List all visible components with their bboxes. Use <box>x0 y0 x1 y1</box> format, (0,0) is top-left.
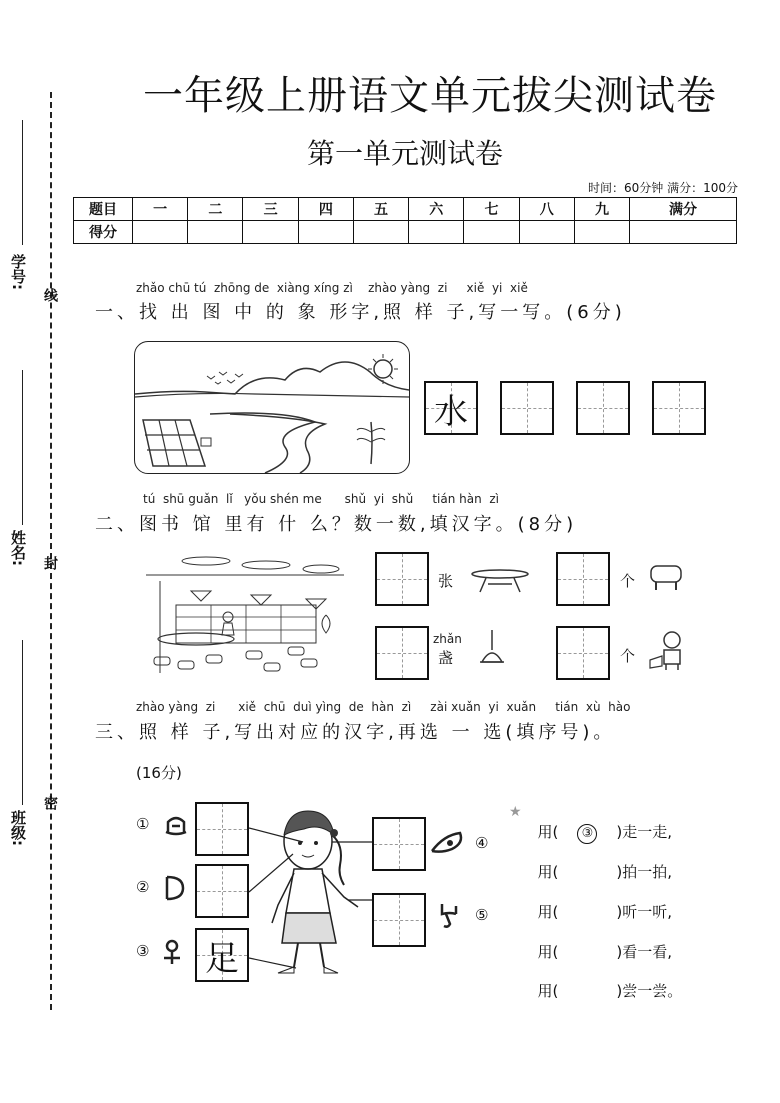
q2-answer-box-stool[interactable] <box>556 552 610 606</box>
choice-prefix: 用( <box>537 823 559 841</box>
q3-label-2: ② <box>136 878 150 896</box>
stool-icon <box>648 563 684 597</box>
q2-measure-ge-2: 个 <box>620 647 636 665</box>
q3-label-5: ⑤ <box>475 906 489 924</box>
q3-answer-box-2[interactable] <box>195 864 249 918</box>
choice-prefix: 用( <box>537 982 559 1000</box>
ancient-foot-icon <box>160 938 186 972</box>
lamp-icon <box>478 630 506 676</box>
q2-library-picture <box>146 555 344 677</box>
seal-mark: 封 <box>42 556 58 570</box>
star-icon: ★ <box>509 804 522 820</box>
q2-answer-box-lamp[interactable] <box>375 626 429 680</box>
q3-answer-box-1[interactable] <box>195 802 249 856</box>
score-header-cell: 六 <box>409 198 464 221</box>
name-label: 姓名: <box>9 530 27 566</box>
score-header-cell: 二 <box>188 198 243 221</box>
q1-pinyin: zhǎo chū tú zhōng de xiàng xíng zì zhào yàng zi xiě yi xiě <box>136 281 528 295</box>
choice-suffix: )走一走, <box>616 823 673 841</box>
binding-dashed-line <box>50 92 52 1010</box>
q1-answer-box[interactable] <box>576 381 630 435</box>
q1-answer-box[interactable] <box>652 381 706 435</box>
choice-row-walk <box>528 803 672 844</box>
q2-measure-zhang: 张 <box>438 572 454 590</box>
child-reading-icon <box>648 630 688 676</box>
connector-lines <box>248 820 378 974</box>
score-header-cell: 题目 <box>74 198 133 221</box>
choice-suffix: )拍一拍, <box>616 863 673 881</box>
class-line <box>22 640 23 805</box>
score-table-score-row <box>74 221 737 244</box>
name-line <box>22 370 23 525</box>
choice-suffix: )看一看, <box>616 943 673 961</box>
q3-score: (16分) <box>136 764 182 782</box>
time-score-meta: 时间：60分钟 满分：100分 <box>588 181 738 195</box>
q3-example-char: 足 <box>205 938 239 979</box>
q3-example-box <box>195 928 249 982</box>
ancient-hand-icon <box>436 900 462 934</box>
choice-prefix: 用( <box>537 903 559 921</box>
q1-text: 一、找 出 图 中 的 象 形字,照 样 子,写一写。(6分) <box>95 302 626 323</box>
score-cell[interactable] <box>630 221 737 244</box>
line-mark: 线 <box>42 288 58 302</box>
ancient-eye-icon <box>430 831 470 861</box>
choice-prefix: 用( <box>537 943 559 961</box>
score-header-cell: 八 <box>519 198 574 221</box>
score-cell[interactable] <box>298 221 353 244</box>
score-cell[interactable] <box>574 221 629 244</box>
q3-label-4: ④ <box>475 834 489 852</box>
score-header-cell: 三 <box>243 198 298 221</box>
score-header-cell: 七 <box>464 198 519 221</box>
q2-measure-ge-1: 个 <box>620 572 636 590</box>
secret-mark: 密 <box>42 796 58 810</box>
q1-landscape-picture <box>134 341 410 474</box>
q3-label-3: ③ <box>136 942 150 960</box>
score-table-header-row <box>74 198 737 221</box>
choice-answer-value: ③ <box>577 824 597 844</box>
q3-label-1: ① <box>136 815 150 833</box>
q3-answer-box-5[interactable] <box>372 893 426 947</box>
score-row-label: 得分 <box>74 221 133 244</box>
score-header-cell: 四 <box>298 198 353 221</box>
q2-measure-zhan: 盏 <box>438 649 454 667</box>
choice-row-pat <box>528 843 672 882</box>
q2-pinyin: tú shū guǎn lǐ yǒu shén me shǔ yi shǔ tián hàn zì <box>143 492 499 506</box>
score-header-cell: 五 <box>353 198 408 221</box>
q1-answer-box[interactable] <box>500 381 554 435</box>
score-header-cell: 一 <box>133 198 188 221</box>
q3-text: 三、照 样 子,写出对应的汉字,再选 一 选(填序号)。 <box>95 722 616 743</box>
q3-pinyin: zhào yàng zi xiě chū duì yìng de hàn zì zài xuǎn yi xuǎn tián xù hào <box>136 700 631 714</box>
student-id-label: 学号: <box>9 254 27 290</box>
ancient-ear-icon <box>163 874 187 906</box>
table-icon <box>468 568 532 600</box>
score-header-cell: 九 <box>574 198 629 221</box>
score-cell[interactable] <box>353 221 408 244</box>
q3-answer-box-4[interactable] <box>372 817 426 871</box>
class-label: 班级: <box>9 810 27 846</box>
q1-example-char: 水 <box>434 391 468 432</box>
q2-answer-box-table[interactable] <box>375 552 429 606</box>
q2-zhan-pinyin: zhǎn <box>433 632 462 646</box>
score-cell[interactable] <box>243 221 298 244</box>
score-table <box>73 197 737 244</box>
score-cell[interactable] <box>133 221 188 244</box>
q2-text: 二、图书 馆 里有 什 么？数一数,填汉字。(8分) <box>95 514 578 535</box>
score-cell[interactable] <box>464 221 519 244</box>
choice-row-taste <box>528 962 682 1001</box>
q1-example-box <box>424 381 478 435</box>
choice-prefix: 用( <box>537 863 559 881</box>
choice-suffix: )尝一尝。 <box>616 982 683 1000</box>
score-header-cell: 满分 <box>630 198 737 221</box>
choice-row-look <box>528 923 672 962</box>
ancient-mouth-icon <box>162 812 190 842</box>
choice-suffix: )听一听, <box>616 903 673 921</box>
score-cell[interactable] <box>188 221 243 244</box>
choice-answer-blank[interactable] <box>558 823 616 844</box>
score-cell[interactable] <box>519 221 574 244</box>
score-cell[interactable] <box>409 221 464 244</box>
page-subtitle: 第一单元测试卷 <box>306 137 503 170</box>
page-title: 一年级上册语文单元拔尖测试卷 <box>143 73 717 119</box>
choice-row-listen <box>528 883 672 922</box>
q2-answer-box-child[interactable] <box>556 626 610 680</box>
